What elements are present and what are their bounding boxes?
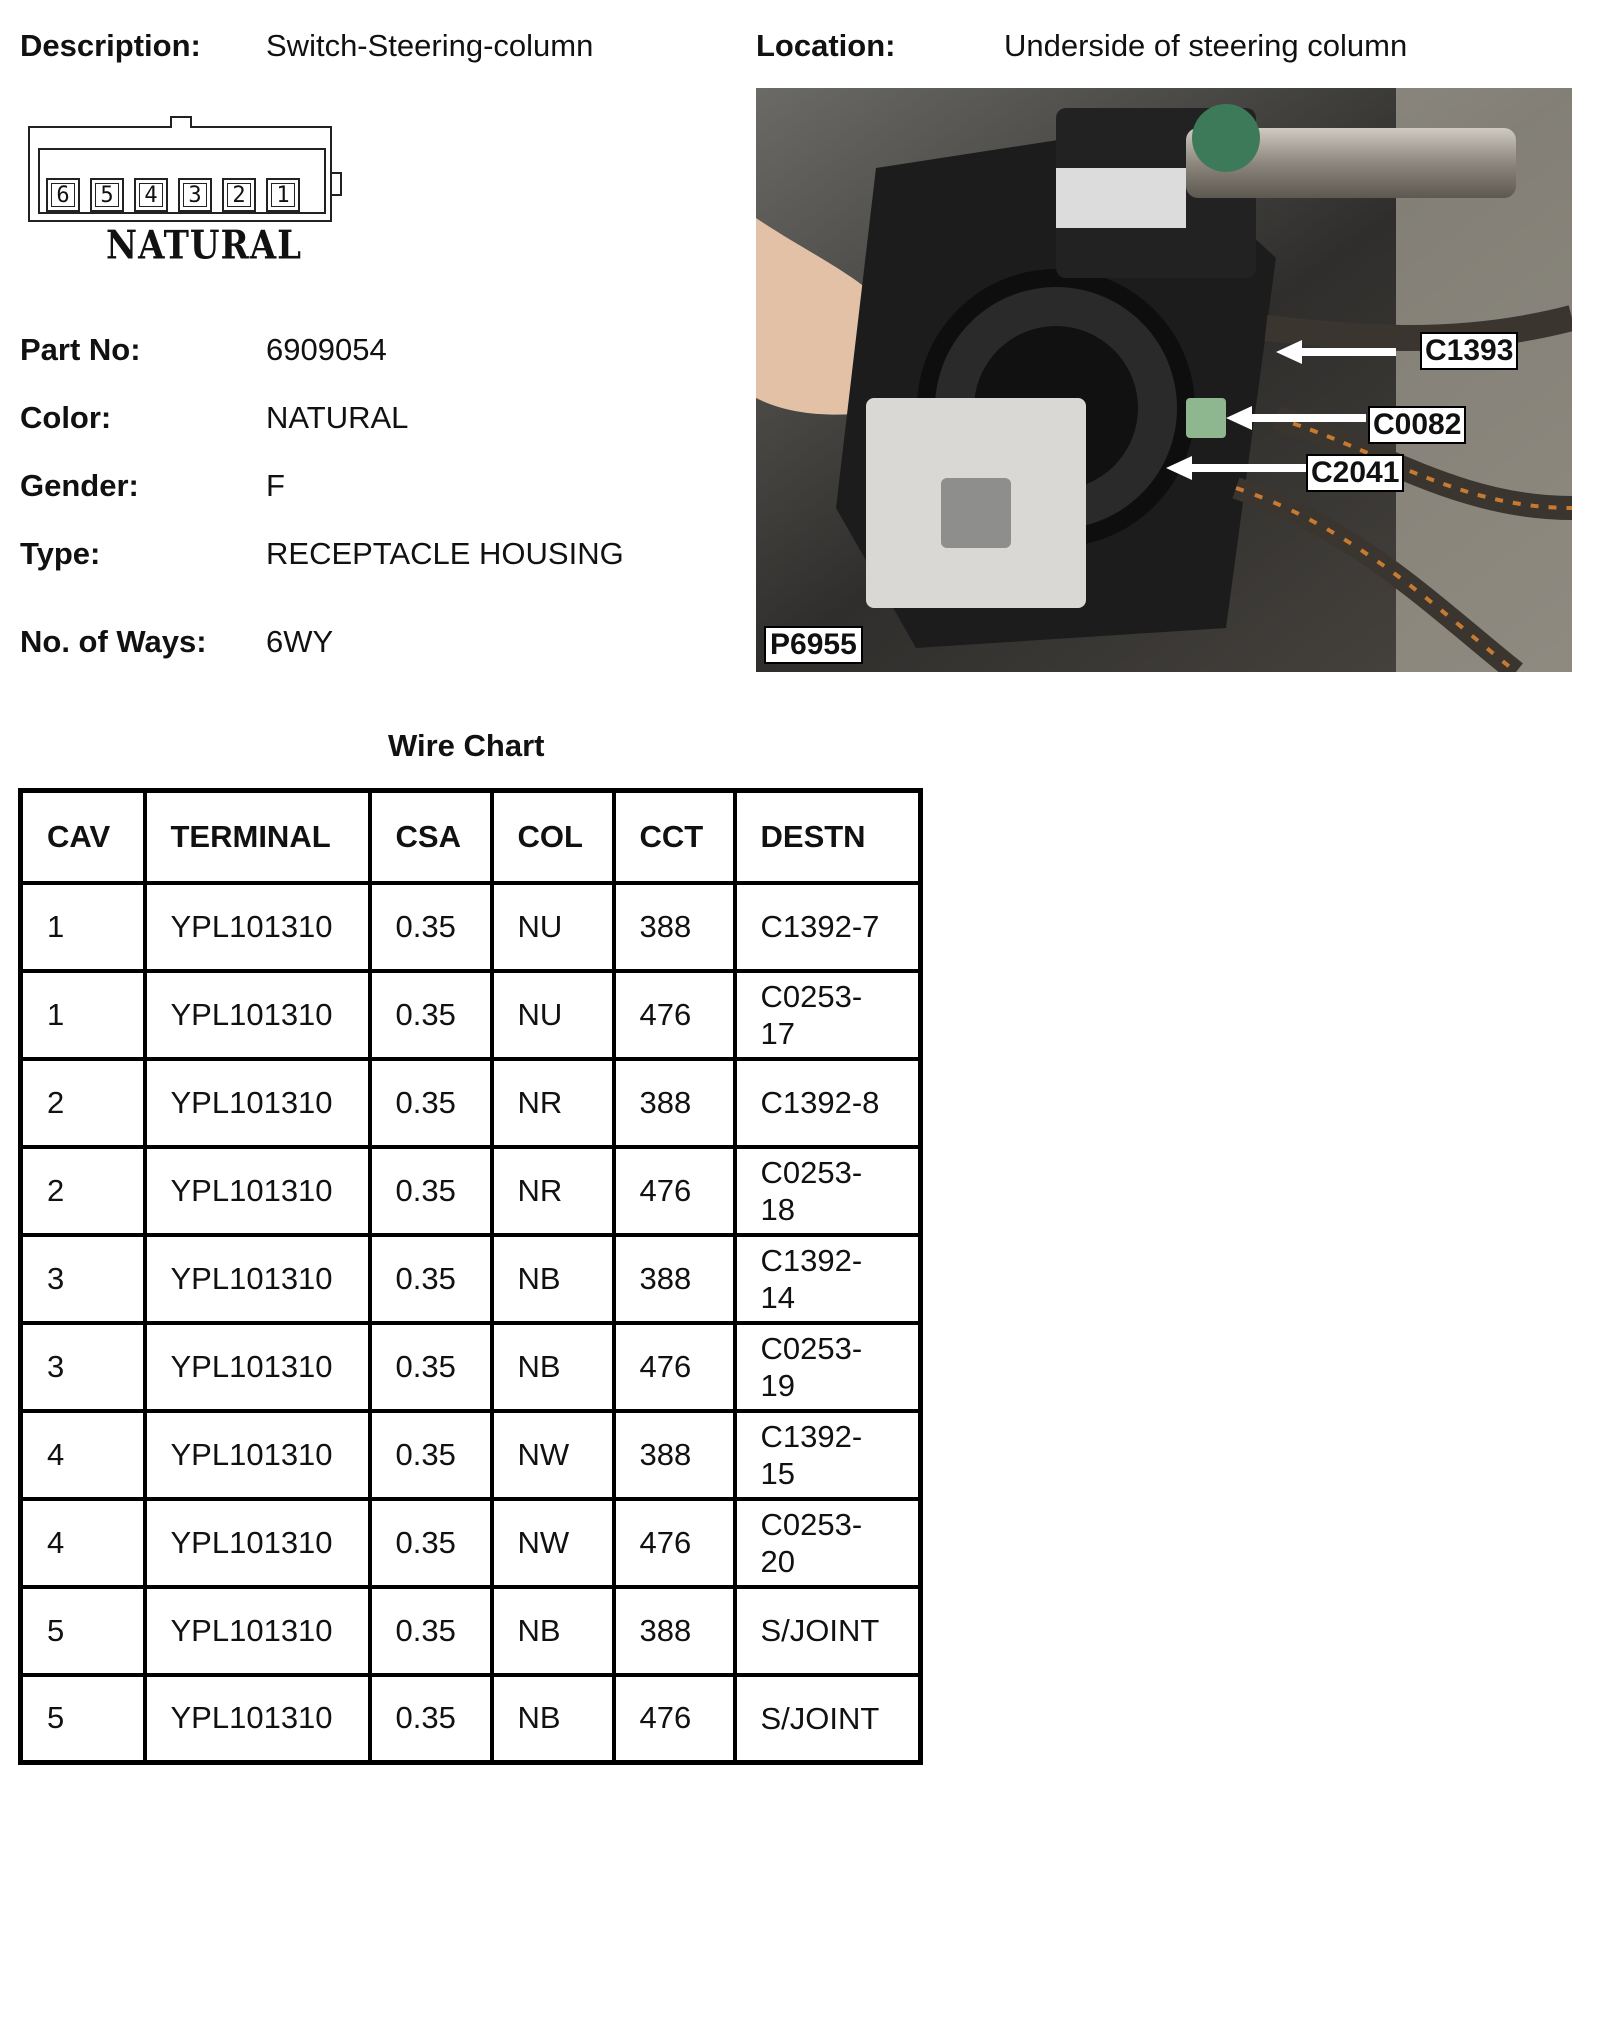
table-cell: YPL101310 [145, 1147, 370, 1235]
table-cell: 388 [614, 1059, 735, 1147]
callout-c2041: C2041 [1306, 454, 1404, 492]
connector-pin: 5 [90, 178, 124, 212]
table-cell: 476 [614, 971, 735, 1059]
table-cell: NU [492, 883, 614, 971]
photo-id-label: P6955 [764, 626, 863, 664]
table-row [21, 1499, 921, 1587]
column-header: TERMINAL [145, 791, 370, 883]
color-value: NATURAL [266, 400, 409, 435]
table-cell: C1392-15 [735, 1411, 921, 1499]
table-cell: C0253-20 [735, 1499, 921, 1587]
table-cell: 388 [614, 1587, 735, 1675]
connector-diagram [28, 126, 332, 222]
table-cell: C0253-19 [735, 1323, 921, 1411]
column-header: COL [492, 791, 614, 883]
table-cell: 388 [614, 1411, 735, 1499]
column-header: DESTN [735, 791, 921, 883]
table-cell: 388 [614, 883, 735, 971]
table-cell: C1392-7 [735, 883, 921, 971]
table-cell: 3 [21, 1235, 145, 1323]
table-cell: C0253-18 [735, 1147, 921, 1235]
table-cell: YPL101310 [145, 1323, 370, 1411]
table-cell: 0.35 [370, 1499, 492, 1587]
table-row [21, 1323, 921, 1411]
table-row [21, 883, 921, 971]
photo-illustration [756, 88, 1572, 672]
table-cell: C1392-14 [735, 1235, 921, 1323]
callout-c0082: C0082 [1368, 406, 1466, 444]
ways-label: No. of Ways: [20, 624, 207, 659]
table-cell: YPL101310 [145, 1499, 370, 1587]
table-row [21, 1235, 921, 1323]
table-cell: 5 [21, 1587, 145, 1675]
table-cell: 0.35 [370, 1059, 492, 1147]
table-cell: 2 [21, 1147, 145, 1235]
gender-value: F [266, 468, 285, 503]
connector-pin: 1 [266, 178, 300, 212]
description-value: Switch-Steering-column [266, 28, 594, 63]
table-cell: 4 [21, 1499, 145, 1587]
table-cell: 476 [614, 1147, 735, 1235]
table-cell: 0.35 [370, 1323, 492, 1411]
connector-latch-notch [170, 116, 192, 128]
table-cell: 0.35 [370, 883, 492, 971]
column-header: CAV [21, 791, 145, 883]
table-cell: NB [492, 1323, 614, 1411]
table-cell: NB [492, 1235, 614, 1323]
part-no-value: 6909054 [266, 332, 387, 367]
table-cell: NW [492, 1499, 614, 1587]
table-cell: NR [492, 1147, 614, 1235]
table-cell: NB [492, 1587, 614, 1675]
table-header-row [21, 791, 921, 883]
table-cell: 0.35 [370, 1147, 492, 1235]
table-row [21, 1675, 921, 1763]
location-photo [756, 88, 1572, 672]
table-row [21, 1411, 921, 1499]
ways-value: 6WY [266, 624, 334, 659]
part-no-label: Part No: [20, 332, 141, 367]
table-cell: 0.35 [370, 1411, 492, 1499]
connector-pin: 2 [222, 178, 256, 212]
wire-chart-body [21, 883, 921, 1763]
table-cell: 388 [614, 1235, 735, 1323]
table-cell: 0.35 [370, 1587, 492, 1675]
table-cell: 476 [614, 1675, 735, 1763]
table-row [21, 971, 921, 1059]
table-cell: YPL101310 [145, 1059, 370, 1147]
color-label: Color: [20, 400, 112, 435]
table-cell: NR [492, 1059, 614, 1147]
table-cell: 2 [21, 1059, 145, 1147]
table-cell: YPL101310 [145, 1587, 370, 1675]
connector-key-tab [332, 172, 342, 196]
wire-chart-table [18, 788, 923, 1765]
table-cell: YPL101310 [145, 1675, 370, 1763]
table-cell: 0.35 [370, 1235, 492, 1323]
connector-color-text: NATURAL [106, 223, 303, 269]
table-cell: NU [492, 971, 614, 1059]
column-header: CCT [614, 791, 735, 883]
table-cell: C1392-8 [735, 1059, 921, 1147]
table-row [21, 1059, 921, 1147]
connector-pin: 4 [134, 178, 168, 212]
table-cell: C0253-17 [735, 971, 921, 1059]
table-cell: YPL101310 [145, 883, 370, 971]
table-cell: 4 [21, 1411, 145, 1499]
callout-c1393: C1393 [1420, 332, 1518, 370]
connector-pin: 6 [46, 178, 80, 212]
type-value: RECEPTACLE HOUSING [266, 536, 624, 571]
table-cell: 1 [21, 971, 145, 1059]
table-cell: 476 [614, 1323, 735, 1411]
connector-pins [46, 178, 300, 212]
column-header: CSA [370, 791, 492, 883]
table-row [21, 1147, 921, 1235]
gender-label: Gender: [20, 468, 139, 503]
location-value: Underside of steering column [1004, 28, 1408, 63]
table-cell: S/JOINT [735, 1587, 921, 1675]
location-label: Location: [756, 28, 896, 63]
table-cell: 476 [614, 1499, 735, 1587]
table-cell: 5 [21, 1675, 145, 1763]
table-cell: NW [492, 1411, 614, 1499]
description-label: Description: [20, 28, 201, 63]
table-cell: 3 [21, 1323, 145, 1411]
table-cell: YPL101310 [145, 971, 370, 1059]
wire-chart-title: Wire Chart [388, 728, 545, 763]
connector-pin: 3 [178, 178, 212, 212]
type-label: Type: [20, 536, 101, 571]
table-cell: NB [492, 1675, 614, 1763]
table-cell: YPL101310 [145, 1235, 370, 1323]
table-cell: 1 [21, 883, 145, 971]
table-cell: 0.35 [370, 1675, 492, 1763]
table-cell: YPL101310 [145, 1411, 370, 1499]
table-cell: S/JOINT [735, 1675, 921, 1763]
table-cell: 0.35 [370, 971, 492, 1059]
table-row [21, 1587, 921, 1675]
